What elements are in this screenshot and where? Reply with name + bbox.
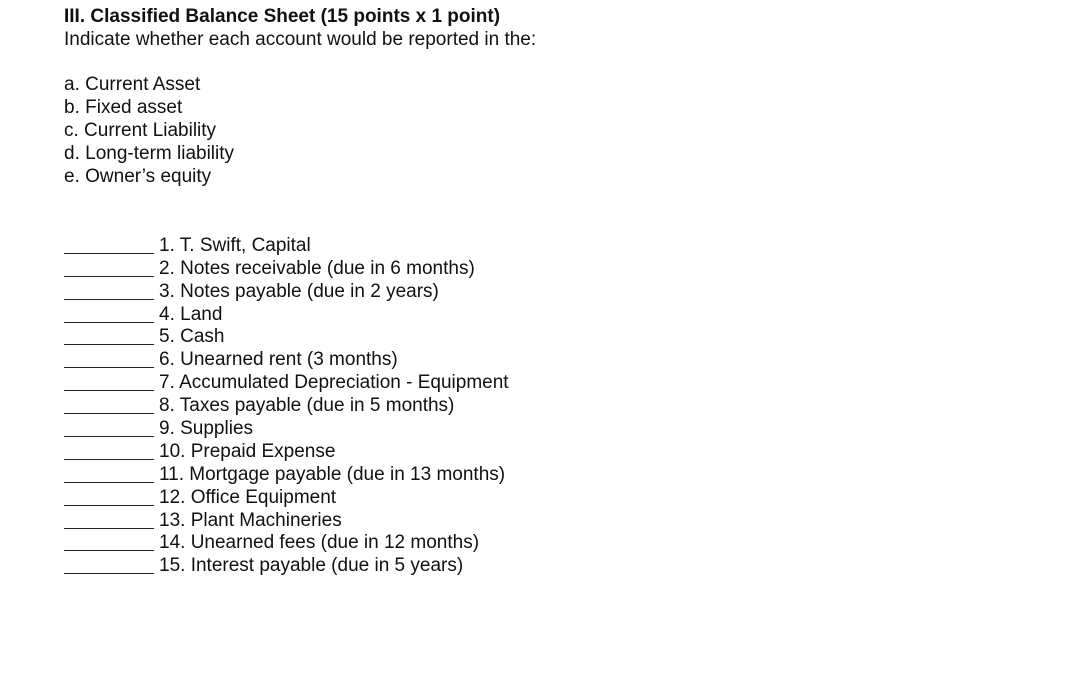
account-item — [64, 486, 509, 509]
account-item — [64, 532, 509, 555]
answer-blank[interactable] — [64, 423, 154, 437]
answer-blank[interactable] — [64, 537, 154, 551]
account-item-text: 1. T. Swift, Capital — [159, 234, 311, 256]
account-item-text: 5. Cash — [159, 326, 225, 348]
answer-blank[interactable] — [64, 560, 154, 574]
option-c: c. Current Liability — [64, 120, 217, 141]
answer-blank[interactable] — [64, 446, 154, 460]
section-instruction: Indicate whether each account would be reported in the: — [64, 29, 537, 50]
answer-blank[interactable] — [64, 400, 154, 414]
answer-blank[interactable] — [64, 286, 154, 300]
answer-blank[interactable] — [64, 354, 154, 368]
option-a: a. Current Asset — [64, 74, 201, 95]
account-item — [64, 463, 509, 486]
answer-blank[interactable] — [64, 515, 154, 529]
account-item-text: 15. Interest payable (due in 5 years) — [159, 555, 464, 577]
account-item — [64, 554, 509, 577]
answer-blank[interactable] — [64, 377, 154, 391]
account-item — [64, 234, 509, 257]
account-item-text: 12. Office Equipment — [159, 486, 337, 508]
answer-blank[interactable] — [64, 309, 154, 323]
account-item-text: 4. Land — [159, 303, 223, 325]
option-b: b. Fixed asset — [64, 97, 183, 118]
account-item — [64, 440, 509, 463]
account-item — [64, 257, 509, 280]
account-item — [64, 509, 509, 532]
account-item-text: 7. Accumulated Depreciation - Equipment — [159, 372, 509, 394]
account-item — [64, 303, 509, 326]
account-item-text: 9. Supplies — [159, 418, 254, 440]
answer-blank[interactable] — [64, 240, 154, 254]
answer-blank[interactable] — [64, 331, 154, 345]
account-item-text: 6. Unearned rent (3 months) — [159, 349, 398, 371]
answer-blank[interactable] — [64, 492, 154, 506]
account-item-text: 3. Notes payable (due in 2 years) — [159, 280, 439, 302]
account-item — [64, 348, 509, 371]
account-item-text: 14. Unearned fees (due in 12 months) — [159, 532, 480, 554]
account-items-list — [64, 234, 509, 577]
account-item — [64, 326, 509, 349]
account-item-text: 13. Plant Machineries — [159, 509, 342, 531]
account-item-text: 10. Prepaid Expense — [159, 440, 336, 462]
option-d: d. Long-term liability — [64, 143, 235, 164]
answer-blank[interactable] — [64, 263, 154, 277]
section-title: III. Classified Balance Sheet (15 points x 1 point) — [64, 6, 501, 27]
answer-options-list — [64, 73, 234, 188]
account-item-text: 8. Taxes payable (due in 5 months) — [159, 395, 455, 417]
account-item — [64, 394, 509, 417]
account-item — [64, 371, 509, 394]
answer-blank[interactable] — [64, 469, 154, 483]
account-item — [64, 417, 509, 440]
account-item — [64, 280, 509, 303]
account-item-text: 11. Mortgage payable (due in 13 months) — [159, 463, 506, 485]
option-e: e. Owner’s equity — [64, 166, 212, 187]
account-item-text: 2. Notes receivable (due in 6 months) — [159, 257, 475, 279]
